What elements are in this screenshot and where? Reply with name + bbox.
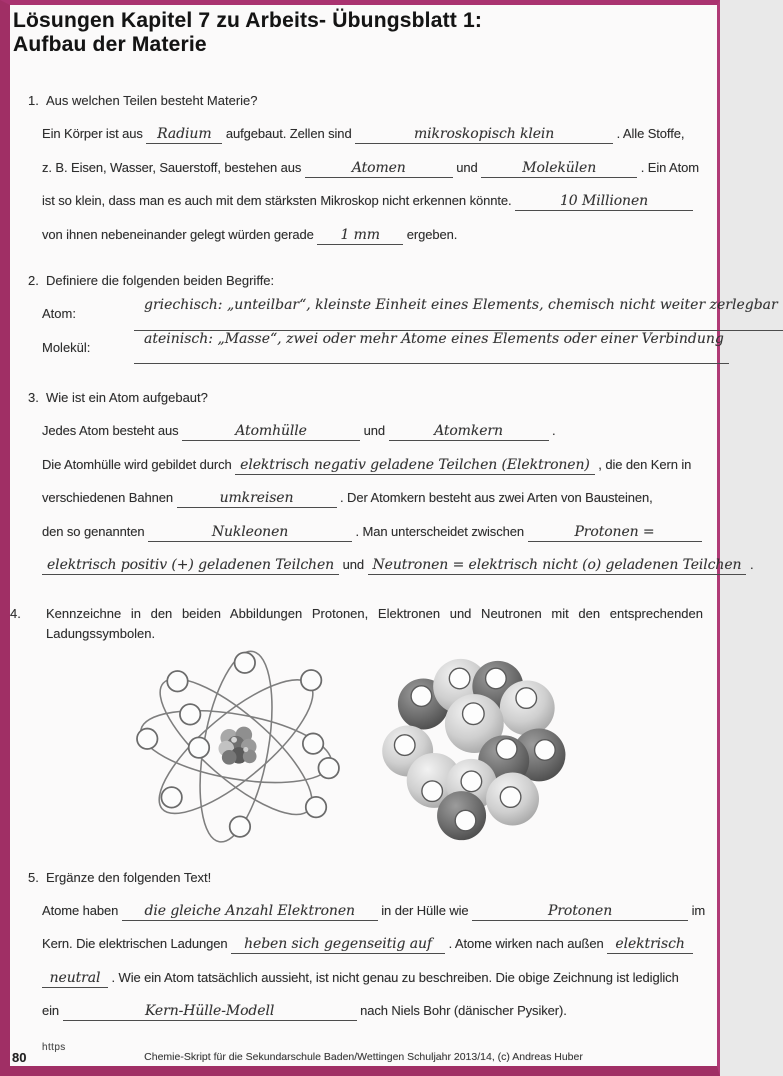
- blank-answer: 1 mm: [317, 227, 403, 245]
- blank-answer: Atomkern: [389, 423, 549, 441]
- fill-line: [28, 994, 703, 1028]
- definition-row-molekuel: [28, 330, 724, 365]
- static-text: den so genannten: [42, 523, 145, 539]
- question-2-text: Definiere die folgenden beiden Begriffe:: [46, 273, 275, 288]
- static-text: . Wie ein Atom tatsächlich aussieht, ist nicht genau zu beschreiben. Die obige Zeichnung ist lediglich: [111, 969, 679, 985]
- term-label: Atom:: [42, 306, 76, 321]
- static-text: ein: [42, 1003, 60, 1018]
- bohr-atom-model-figure: [134, 651, 340, 851]
- blank-answer: Radium: [146, 126, 222, 144]
- question-1-prompt: [28, 91, 703, 111]
- fill-line: [28, 927, 703, 961]
- blank-answer: Nukleonen: [148, 524, 352, 542]
- blank-answer: Neutronen = elektrisch nicht (o) geladenen Teilchen: [368, 557, 747, 575]
- footer-credit-text: Chemie-Skript für die Sekundarschule Baden/Wettingen Schuljahr 2013/14, (c) Andreas Huber: [144, 1051, 583, 1063]
- question-1-text: Aus welchen Teilen besteht Materie?: [46, 93, 258, 108]
- question-3-prompt: [28, 388, 703, 408]
- atomic-nucleus-model-figure: [382, 653, 598, 849]
- static-text: Ein Körper ist aus: [42, 126, 143, 141]
- url-fragment-text: https: [42, 1041, 66, 1053]
- blank-answer: Molekülen: [481, 160, 637, 178]
- static-text: verschiedenen Bahnen: [42, 490, 173, 505]
- fill-line: [28, 448, 703, 482]
- fill-line: [28, 548, 754, 582]
- question-1: [28, 91, 703, 251]
- page-number: 80: [12, 1050, 27, 1065]
- static-text: von ihnen nebeneinander gelegt würden gerade: [42, 226, 314, 242]
- static-text: und: [363, 423, 385, 438]
- blank-answer: griechisch: „unteilbar“, kleinste Einheit eines Elements, chemisch nicht weiter zerlegbar: [134, 297, 783, 331]
- blank-answer: die gleiche Anzahl Elektronen: [122, 903, 378, 921]
- blank-answer: umkreisen: [177, 490, 337, 508]
- page-footer: [10, 1049, 717, 1065]
- blank-answer: Atomen: [305, 160, 453, 178]
- static-text: .: [749, 557, 754, 572]
- fill-line: [28, 117, 703, 151]
- blank-answer: elektrisch: [607, 936, 693, 954]
- question-2-number: 2.: [28, 273, 39, 288]
- static-text: Jedes Atom besteht aus: [42, 423, 179, 438]
- worksheet-body: [10, 91, 778, 1053]
- fill-line: [28, 414, 703, 448]
- static-text: Atome haben: [42, 902, 119, 918]
- question-2-prompt: [28, 271, 703, 291]
- static-text: z. B. Eisen, Wasser, Sauerstoff, bestehen aus: [42, 159, 302, 175]
- question-5-number: 5.: [28, 869, 39, 885]
- blank-answer: Kern-Hülle-Modell: [63, 1003, 357, 1021]
- static-text: im: [691, 902, 706, 918]
- question-4-prompt: [10, 604, 703, 644]
- page-title: [13, 9, 717, 57]
- static-text: und: [456, 159, 478, 175]
- question-5: [28, 868, 706, 1028]
- fill-line: [28, 961, 703, 995]
- static-text: . Man unterscheidet zwischen: [355, 523, 524, 539]
- question-1-number: 1.: [28, 93, 39, 108]
- static-text: . Atome wirken nach außen: [448, 936, 604, 951]
- figures-row: [28, 650, 703, 852]
- static-text: Die Atomhülle wird gebildet durch: [42, 456, 232, 472]
- question-4-number: 4.: [10, 605, 21, 621]
- static-text: in der Hülle wie: [381, 902, 469, 918]
- blank-answer: mikroskopisch klein: [355, 126, 613, 144]
- blank-answer: Atomhülle: [182, 423, 360, 441]
- fill-line: [28, 218, 703, 252]
- question-3-text: Wie ist ein Atom aufgebaut?: [46, 390, 208, 405]
- nucleus-blob: [218, 726, 256, 764]
- fill-line: [28, 151, 703, 185]
- question-3-number: 3.: [28, 390, 39, 405]
- page-title-line1: Lösungen Kapitel 7 zu Arbeits- Übungsblatt 1:: [13, 9, 483, 32]
- fill-line: [28, 481, 703, 515]
- question-3: [28, 388, 754, 582]
- fill-line: [28, 184, 703, 218]
- static-text: , die den Kern in: [598, 456, 692, 472]
- blank-answer: Protonen =: [528, 524, 702, 542]
- question-5-prompt: [28, 868, 703, 888]
- static-text: . Der Atomkern besteht aus zwei Arten von Bausteinen,: [340, 490, 653, 505]
- static-text: und: [342, 557, 364, 572]
- question-2: [28, 271, 778, 364]
- static-text: .: [552, 423, 556, 438]
- blank-answer: elektrisch positiv (+) geladenen Teilchen: [42, 557, 339, 575]
- term-label: Molekül:: [42, 339, 91, 355]
- blank-answer: ateinisch: „Masse“, zwei oder mehr Atome eines Elements oder einer Verbindung: [134, 331, 729, 365]
- static-text: nach Niels Bohr (dänischer Pysiker).: [360, 1003, 567, 1018]
- blank-answer: neutral: [42, 970, 108, 988]
- blank-answer: elektrisch negativ geladene Teilchen (Elektronen): [235, 457, 595, 475]
- page-title-line2: Aufbau der Materie: [13, 33, 207, 56]
- static-text: . Alle Stoffe,: [616, 126, 685, 141]
- static-text: ergeben.: [406, 226, 458, 242]
- question-4-text: Kennzeichne in den beiden Abbildungen Protonen, Elektronen und Neutronen mit den entsprechenden Ladungssymbolen.: [46, 605, 703, 641]
- static-text: aufgebaut. Zellen sind: [225, 126, 352, 141]
- nucleon-spheres: [382, 658, 565, 839]
- blank-answer: 10 Millionen: [515, 193, 693, 211]
- static-text: ist so klein, dass man es auch mit dem stärksten Mikroskop nicht erkennen könnte.: [42, 193, 512, 208]
- fill-line: [28, 515, 703, 549]
- question-4: [10, 604, 703, 852]
- definition-row-atom: [28, 297, 778, 331]
- static-text: Kern. Die elektrischen Ladungen: [42, 936, 228, 951]
- question-5-text: Ergänze den folgenden Text!: [46, 869, 212, 885]
- blank-answer: Protonen: [472, 903, 688, 921]
- static-text: . Ein Atom: [640, 159, 699, 175]
- fill-line: [28, 894, 706, 928]
- blank-answer: heben sich gegenseitig auf: [231, 936, 445, 954]
